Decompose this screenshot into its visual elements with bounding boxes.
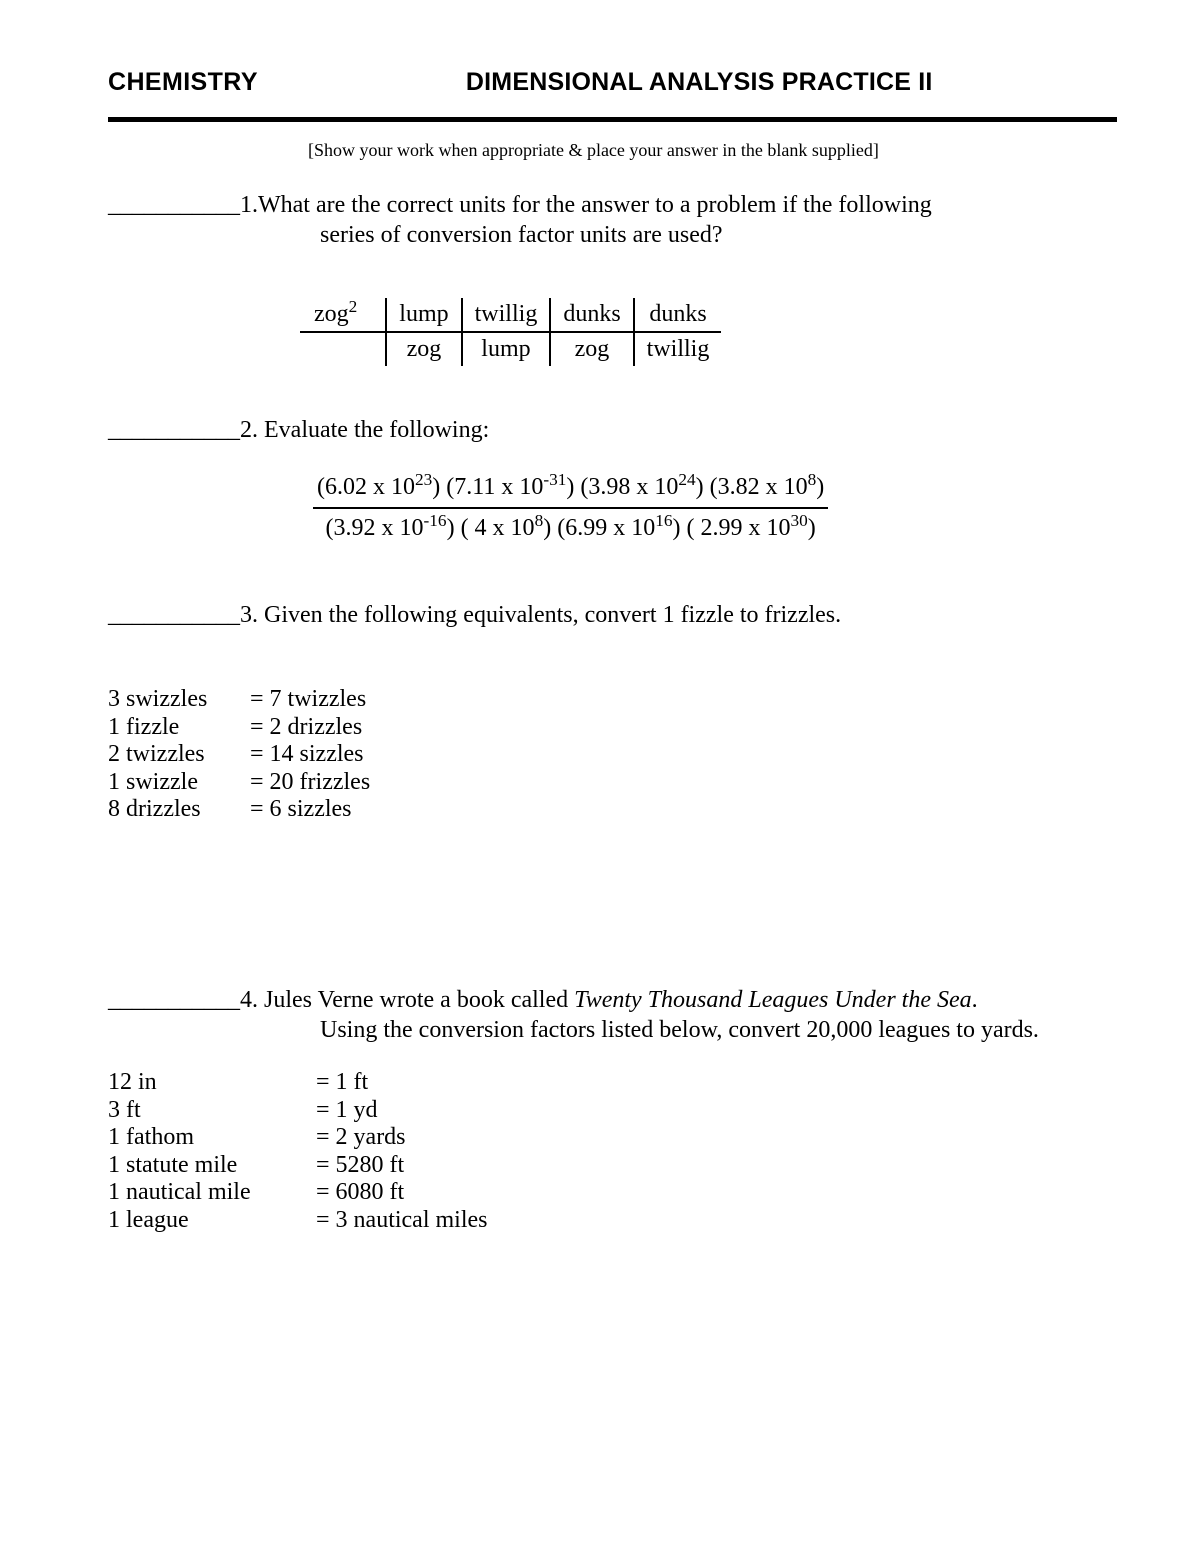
conversion-cell-denominator-2: lump <box>481 336 531 362</box>
equivalent-right: = 7 twizzles <box>250 686 367 712</box>
answer-blank-2[interactable]: ___________ <box>108 417 240 443</box>
answer-blank-1[interactable]: ___________ <box>108 192 240 218</box>
term: ( 2.99 x $10^{30}$) <box>686 511 816 541</box>
list-item <box>108 1069 488 1097</box>
equivalent-left: 8 drizzles <box>108 796 201 822</box>
question-2 <box>108 415 1008 445</box>
header-subject: CHEMISTRY <box>108 68 258 96</box>
list-item <box>108 769 370 797</box>
conversion-cell-numerator-2: twillig <box>463 298 551 332</box>
question-1-line2: series of conversion factor units are used? <box>320 222 723 248</box>
list-item <box>108 796 370 824</box>
conversion-cell-denominator-3: zog <box>574 336 610 362</box>
equivalent-right: = 1 yd <box>316 1096 378 1123</box>
conversion-cell-denominator-1: zog <box>406 336 442 362</box>
conversion-cell-numerator-4: dunks <box>635 298 722 332</box>
term: (7.11 x $10^{-31}$) <box>446 470 575 500</box>
list-item <box>108 686 370 714</box>
conversion-cell-denominator-4: twillig <box>646 336 710 362</box>
conversion-unit: zog <box>314 301 349 327</box>
term: (6.99 x $10^{16}$) <box>557 511 681 541</box>
list-item <box>108 1152 488 1180</box>
header-title: DIMENSIONAL ANALYSIS PRACTICE II <box>465 68 933 96</box>
equivalent-right: = 6080 ft <box>316 1179 405 1205</box>
question-3 <box>108 600 1008 630</box>
equivalent-right: = 6 sizzles <box>250 796 352 822</box>
question-4-line2: Using the conversion factors listed below, convert 20,000 leagues to yards. <box>320 1017 1039 1043</box>
equivalent-left: 3 swizzles <box>108 686 208 712</box>
equivalent-left: 1 fizzle <box>108 713 180 740</box>
equivalents-list-length-units <box>108 1069 488 1234</box>
equivalent-left: 2 twizzles <box>108 741 205 767</box>
answer-blank-4[interactable]: ___________ <box>108 987 240 1013</box>
equivalent-left: 1 statute mile <box>108 1151 238 1178</box>
term: (3.92 x $10^{-16}$) <box>325 511 455 541</box>
conversion-numerator-row <box>300 298 721 332</box>
conversion-denominator-row <box>300 332 721 366</box>
question-1 <box>108 190 1098 250</box>
question-4-line1-pre: Jules Verne wrote a book called <box>264 987 575 1013</box>
list-item <box>108 714 370 742</box>
term: (3.98 x $10^{24}$) <box>580 470 704 500</box>
equivalent-right: = 3 nautical miles <box>316 1206 488 1233</box>
term: (3.82 x $10^8$) <box>709 470 825 500</box>
conversion-cell-numerator-1: lump <box>387 298 461 332</box>
question-4-number: 4. <box>240 987 258 1013</box>
equivalent-right: = 20 frizzles <box>250 768 371 795</box>
instruction-text: [Show your work when appropriate & place your answer in the blank supplied] <box>308 140 879 160</box>
list-item <box>108 1124 488 1152</box>
conversion-exponent: 2 <box>348 297 358 316</box>
equivalent-right: = 1 ft <box>316 1069 369 1095</box>
question-1-number: 1. <box>240 192 258 218</box>
question-2-number: 2. <box>240 417 258 443</box>
question-4 <box>108 985 1118 1045</box>
equivalent-right: = 2 drizzles <box>250 713 363 740</box>
list-item <box>108 1097 488 1125</box>
question-1-line1: What are the correct units for the answer to a problem if the following <box>258 192 932 218</box>
list-item <box>108 741 370 769</box>
conversion-cell-denominator-0 <box>300 332 386 366</box>
list-item <box>108 1207 488 1235</box>
answer-blank-3[interactable]: ___________ <box>108 602 240 628</box>
document-header <box>108 68 1116 97</box>
list-item <box>108 1179 488 1207</box>
question-2-text: Evaluate the following: <box>264 417 490 443</box>
equivalent-right: = 5280 ft <box>316 1151 405 1178</box>
term: ( 4 x $10^8$) <box>460 511 552 541</box>
fraction-denominator <box>313 509 828 542</box>
equivalent-right: = 14 sizzles <box>250 741 364 767</box>
equivalents-list-fictional <box>108 686 370 824</box>
question-3-text: Given the following equivalents, convert 1 fizzle to frizzles. <box>264 602 842 628</box>
conversion-cell-numerator-3: dunks <box>551 298 633 332</box>
equivalent-right: = 2 yards <box>316 1124 406 1150</box>
equivalent-left: 1 swizzle <box>108 768 198 795</box>
equivalent-left: 12 in <box>108 1069 157 1095</box>
scientific-notation-fraction <box>313 470 828 542</box>
question-3-number: 3. <box>240 602 258 628</box>
conversion-factor-chain <box>300 298 721 366</box>
equivalent-left: 1 fathom <box>108 1124 194 1150</box>
question-4-line1-post: . <box>971 987 978 1013</box>
equivalent-left: 3 ft <box>108 1096 141 1123</box>
header-divider <box>108 117 1117 122</box>
conversion-table <box>300 298 721 366</box>
term: (6.02 x $10^{23}$) <box>317 470 441 500</box>
book-title: Twenty Thousand Leagues Under the Sea <box>574 987 972 1013</box>
equivalent-left: 1 league <box>108 1206 189 1233</box>
fraction-numerator <box>313 470 828 509</box>
conversion-cell-numerator-0 <box>300 298 386 332</box>
equivalent-left: 1 nautical mile <box>108 1179 251 1205</box>
